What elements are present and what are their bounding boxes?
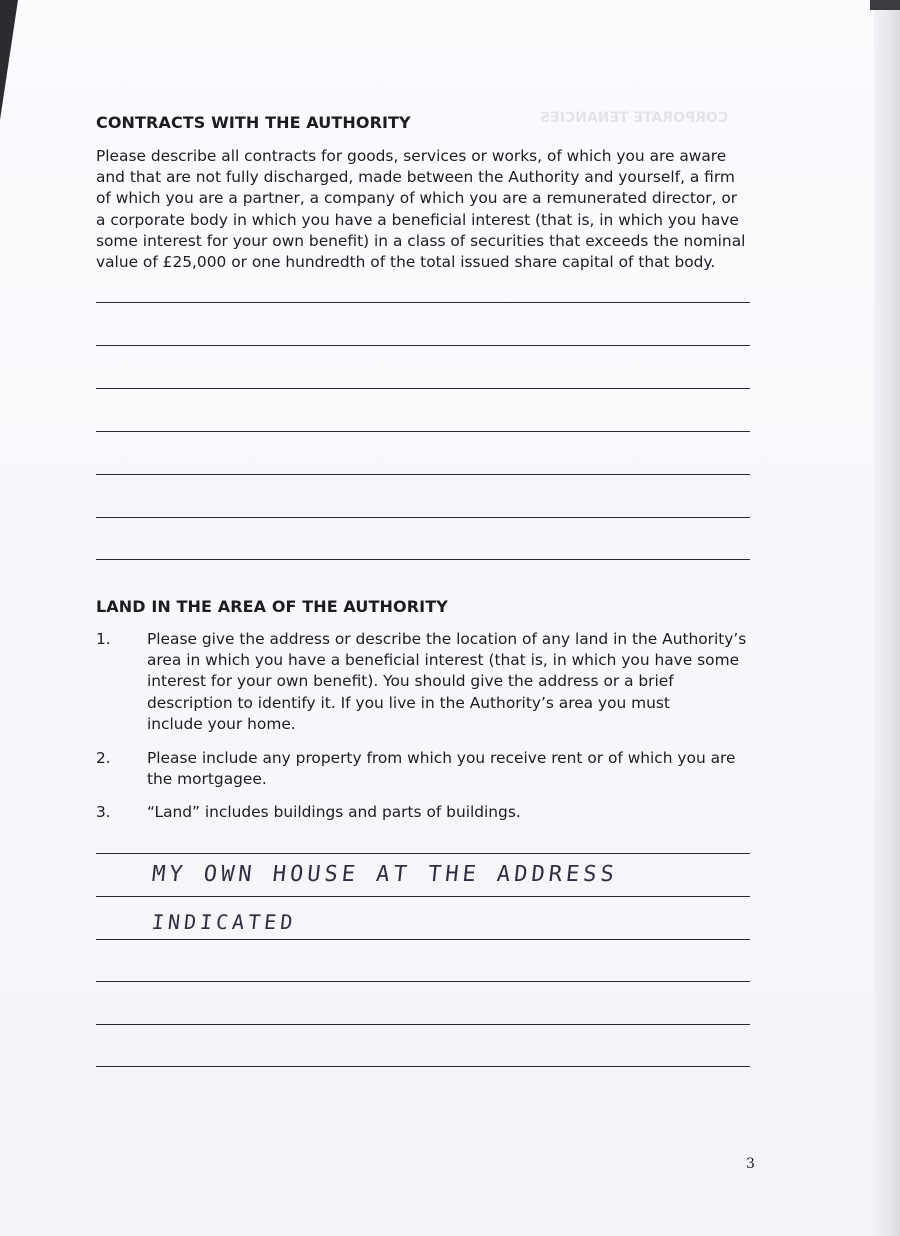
contracts-line: value of £25,000 or one hundredth of the total issued share capital of that body.: [96, 253, 716, 272]
contracts-heading: CONTRACTS WITH THE AUTHORITY: [96, 113, 411, 132]
land-answer-line-3[interactable]: [96, 939, 750, 940]
item-line: “Land” includes buildings and parts of buildings.: [147, 803, 521, 821]
item-text: [147, 748, 752, 790]
contracts-answer-line-1[interactable]: [96, 302, 750, 303]
land-answer-line-6[interactable]: [96, 1066, 750, 1067]
bleed-through-text: CORPORATE TENANCIES: [540, 110, 729, 126]
contracts-answer-line-3[interactable]: [96, 388, 750, 389]
item-line: Please include any property from which you receive rent or of which you are: [147, 749, 736, 767]
item-text: [147, 629, 752, 735]
contracts-line: a corporate body in which you have a beneficial interest (that is, in which you have: [96, 210, 739, 229]
contracts-line: Please describe all contracts for goods, services or works, of which you are aware: [96, 147, 727, 165]
contracts-line: of which you are a partner, a company of which you are a remunerated director, or: [96, 189, 738, 208]
handwritten-answer-line-1: MY OWN HOUSE AT THE ADDRESS: [150, 862, 619, 887]
contracts-answer-line-4[interactable]: [96, 431, 750, 432]
contracts-answer-line-6[interactable]: [96, 517, 750, 518]
contracts-answer-line-2[interactable]: [96, 345, 750, 346]
scanner-shadow-left: [0, 0, 18, 120]
item-text: [147, 802, 752, 823]
item-number: 2.: [96, 749, 111, 767]
handwritten-answer-line-2: INDICATED: [150, 910, 298, 934]
land-answer-line-5[interactable]: [96, 1024, 750, 1025]
land-answer-line-4[interactable]: [96, 981, 750, 982]
contracts-answer-line-5[interactable]: [96, 474, 750, 475]
contracts-answer-line-7[interactable]: [96, 559, 750, 560]
item-number: 3.: [96, 803, 111, 821]
page-number: 3: [746, 1156, 755, 1172]
land-answer-line-1[interactable]: [96, 853, 750, 854]
land-answer-line-2[interactable]: [96, 896, 750, 897]
item-line: Please give the address or describe the location of any land in the Authority’s: [147, 630, 747, 648]
land-heading: LAND IN THE AREA OF THE AUTHORITY: [96, 597, 448, 616]
contracts-line: some interest for your own benefit) in a class of securities that exceeds the nominal: [96, 231, 746, 250]
item-line: description to identify it. If you live in the Authority’s area you must: [147, 693, 670, 712]
item-line: area in which you have a beneficial interest (that is, in which you have some: [147, 651, 740, 670]
page-edge-right: [874, 0, 900, 1236]
land-item-2: [96, 748, 756, 792]
item-number: 1.: [96, 630, 111, 648]
item-line: the mortgagee.: [147, 770, 267, 789]
contracts-line: and that are not fully discharged, made between the Authority and yourself, a firm: [96, 168, 735, 187]
scanner-shadow-top-right: [870, 0, 900, 10]
land-item-1: [96, 629, 756, 739]
item-line: interest for your own benefit). You should give the address or a brief: [147, 672, 674, 691]
land-item-3: [96, 802, 756, 824]
item-line: include your home.: [147, 714, 296, 733]
contracts-description: [96, 146, 756, 273]
